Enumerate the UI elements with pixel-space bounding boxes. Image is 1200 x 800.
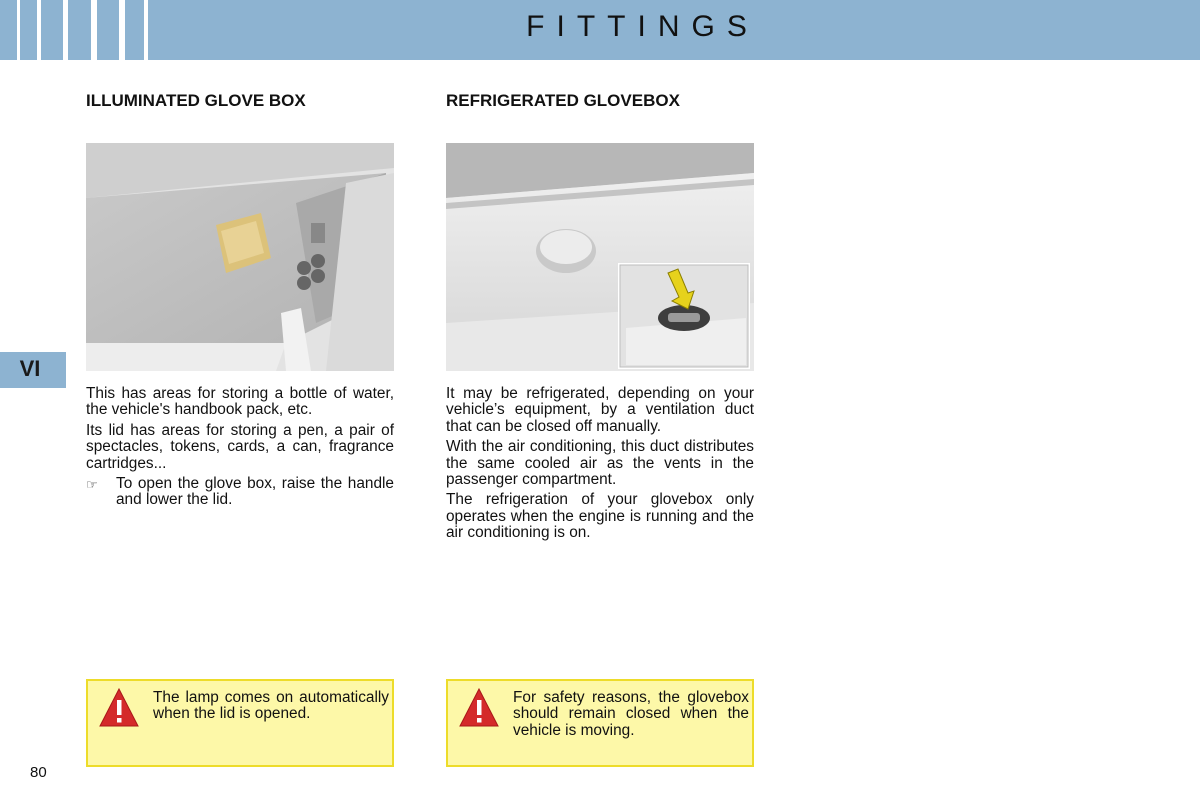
warning-triangle-icon (98, 687, 140, 729)
refrigerated-glovebox-text (446, 386, 754, 546)
page-number: 80 (30, 764, 47, 781)
illuminated-glove-box-text (86, 386, 394, 509)
paragraph: This has areas for storing a bottle of water, the vehicle's handbook pack, etc. (86, 385, 394, 419)
lamp-warning-box (86, 679, 394, 767)
chapter-tab (0, 352, 66, 388)
instruction-bullet (86, 476, 394, 509)
pointing-hand-icon: ☞ (86, 477, 98, 493)
refrigerated-glovebox-title: REFRIGERATED GLOVEBOX (446, 91, 680, 110)
page-title: FITTINGS (526, 10, 759, 43)
safety-warning-box (446, 679, 754, 767)
warning-triangle-icon (458, 687, 500, 729)
paragraph: The refrigeration of your glovebox only operates when the engine is running and the air conditioning is on. (446, 491, 754, 542)
warning-text: For safety reasons, the glovebox should remain closed when the vehicle is moving. (513, 689, 749, 739)
chapter-label: VI (19, 356, 41, 381)
header-band (0, 0, 1200, 60)
refrigerated-glovebox-photo (446, 143, 754, 371)
instruction-text: To open the glove box, raise the handle and lower the lid. (116, 475, 394, 509)
warning-text: The lamp comes on automatically when the lid is opened. (153, 689, 389, 723)
illuminated-glove-box-title: ILLUMINATED GLOVE BOX (86, 91, 306, 110)
paragraph: Its lid has areas for storing a pen, a pair of spectacles, tokens, cards, a can, fragrance cartridges... (86, 421, 394, 472)
paragraph: With the air conditioning, this duct distributes the same cooled air as the vents in the passenger compartment. (446, 438, 754, 489)
glove-box-photo (86, 143, 394, 371)
paragraph: It may be refrigerated, depending on your vehicle’s equipment, by a ventilation duct that can be closed off manually. (446, 385, 754, 435)
